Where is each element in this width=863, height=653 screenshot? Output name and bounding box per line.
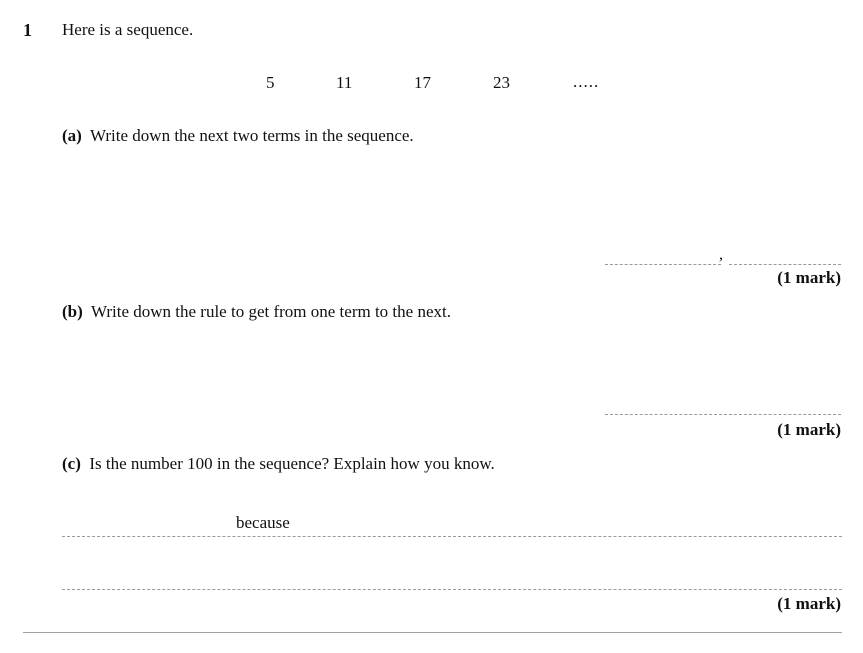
answer-line-c-second[interactable] — [62, 589, 842, 590]
sequence-term: 17 — [414, 73, 431, 92]
sequence-ellipsis: ..... — [573, 72, 600, 91]
part-a-label: (a) — [62, 126, 82, 145]
answer-prompt-because: because — [236, 513, 290, 532]
part-b-label: (b) — [62, 302, 83, 321]
part-c-text: Is the number 100 in the sequence? Explain how you know. — [89, 454, 495, 473]
question-number: 1 — [23, 20, 32, 40]
sequence-term: 23 — [493, 73, 510, 92]
answer-line-a-first[interactable] — [605, 264, 721, 265]
question-intro: Here is a sequence. — [62, 20, 194, 39]
sequence-term: 5 — [266, 73, 275, 92]
sequence-term: 11 — [336, 73, 353, 92]
marks-b: (1 mark) — [777, 420, 841, 439]
part-c — [62, 454, 495, 474]
answer-separator: , — [719, 246, 723, 263]
part-c-label: (c) — [62, 454, 81, 473]
part-a-text: Write down the next two terms in the sequence. — [90, 126, 414, 145]
answer-line-a-second[interactable] — [729, 264, 841, 265]
part-b — [62, 302, 451, 322]
marks-a: (1 mark) — [777, 268, 841, 287]
part-a — [62, 126, 414, 146]
answer-line-c-first[interactable] — [62, 536, 842, 537]
marks-c: (1 mark) — [777, 594, 841, 613]
answer-line-b[interactable] — [605, 414, 841, 415]
bottom-divider — [23, 632, 842, 633]
part-b-text: Write down the rule to get from one term to the next. — [90, 302, 451, 321]
